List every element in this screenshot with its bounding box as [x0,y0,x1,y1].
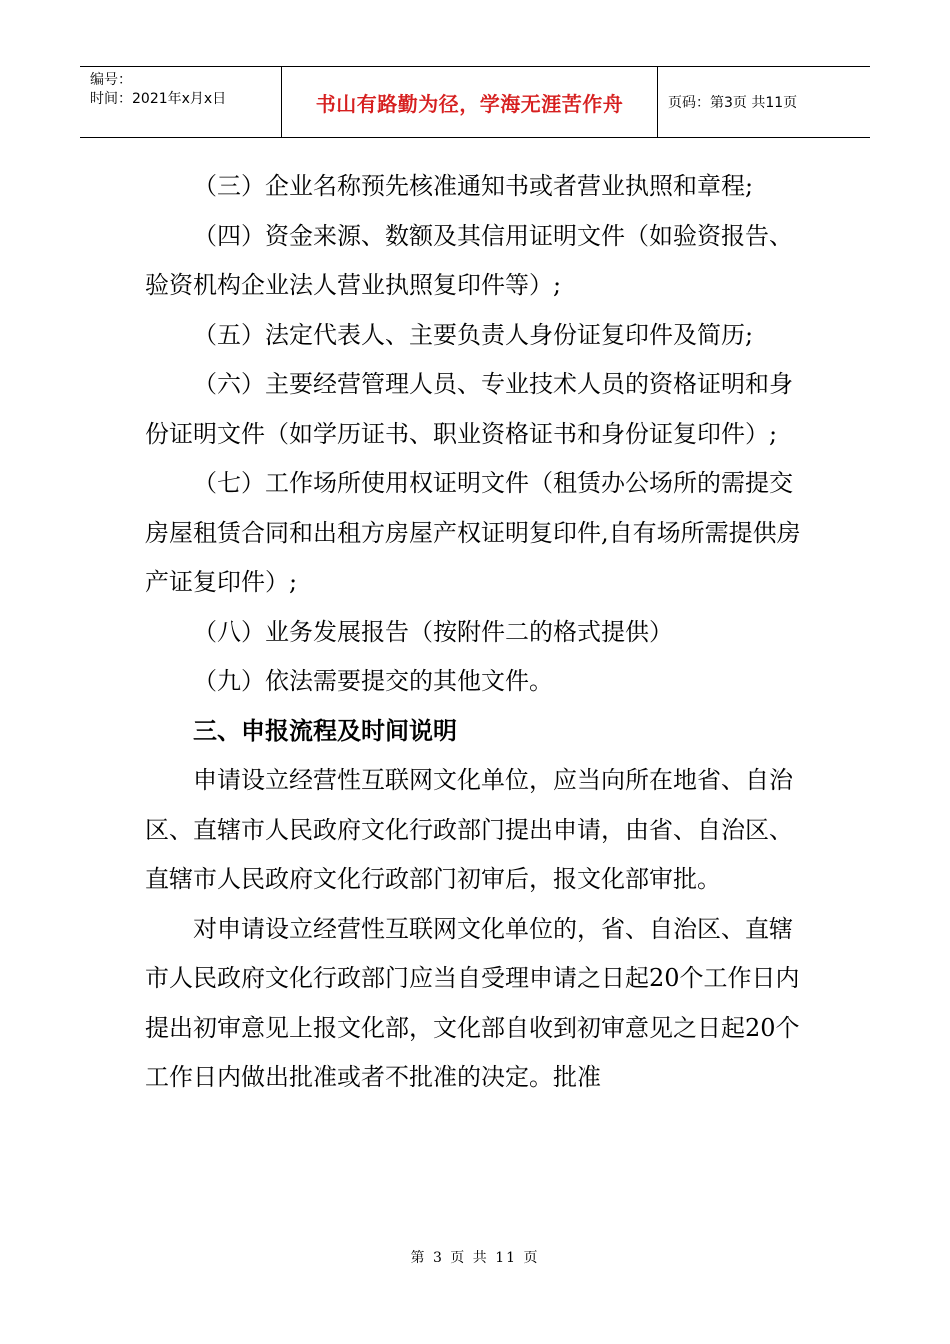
paragraph-review-time: 对申请设立经营性互联网文化单位的，省、自治区、直辖市人民政府文化行政部门应当自受理申请之日起20个工作日内提出初审意见上报文化部，文化部自收到初审意见之日起20个工作日内做出批准或者不批准的决定。批准 [145,914,800,1091]
header-motto: 书山有路勤为径，学海无涯苦作舟 [315,91,624,116]
document-number-label: 编号： [90,72,132,88]
paragraph-application: 申请设立经营性互联网文化单位，应当向所在地省、自治区、直辖市人民政府文化行政部门提出申请，由省、自治区、直辖市人民政府文化行政部门初审后，报文化部审批。 [145,766,793,893]
document-time-label: 时间：2021年x月x日 [90,91,227,107]
page-footer: 第 3 页 共 11 页 [410,1250,540,1266]
paragraph-item-8: （八）业务发展报告（按附件二的格式提供） [193,617,673,646]
page-header [80,66,870,138]
paragraph-item-4: （四）资金来源、数额及其信用证明文件（如验资报告、验资机构企业法人营业执照复印件等）; [145,221,793,299]
header-motto-cell [282,67,658,137]
header-meta [80,67,282,137]
document-body [145,162,805,1103]
header-page-number: 页码：第3页 共11页 [668,95,798,111]
paragraph-item-7: （七）工作场所使用权证明文件（租赁办公场所的需提交房屋租赁合同和出租方房屋产权证明复印件,自有场所需提供房产证复印件）; [145,469,801,596]
header-page-cell [658,67,870,137]
section-heading: 三、申报流程及时间说明 [193,716,457,745]
paragraph-item-9: （九）依法需要提交的其他文件。 [193,667,553,695]
paragraph-item-5: （五）法定代表人、主要负责人身份证复印件及简历; [193,320,754,349]
paragraph-item-6: （六）主要经营管理人员、专业技术人员的资格证明和身份证明文件（如学历证书、职业资格证书和身份证复印件）; [145,370,793,448]
paragraph-item-3: （三）企业名称预先核准通知书或者营业执照和章程; [193,172,754,200]
